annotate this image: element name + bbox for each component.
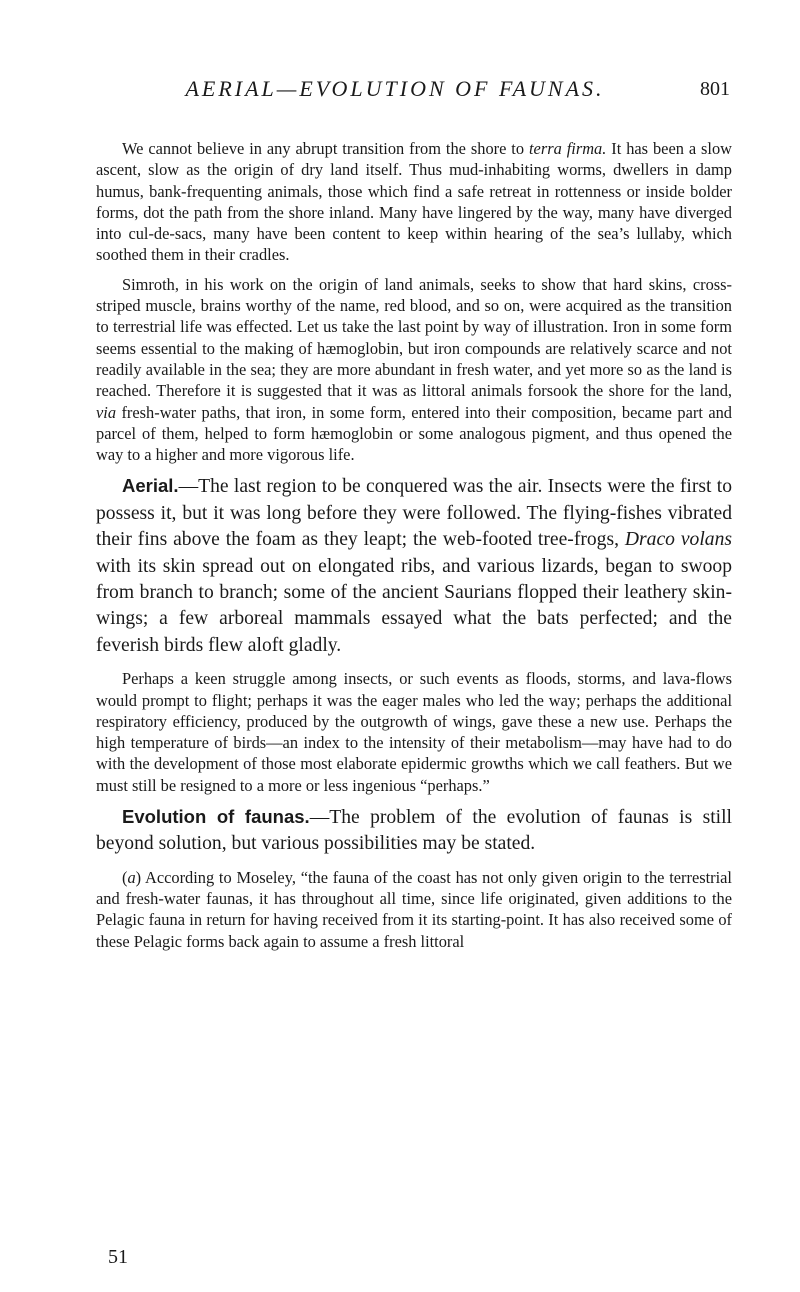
text-run: —The last region to be conquered was the air. Insects were the first to possess it, but it was long before they were followed. The flying-fishes vibrated their fins above the foam as they leapt; the web-footed tree-frogs, [96,476,732,551]
page-header [100,76,730,106]
text-run: via [96,402,117,422]
paragraph-perhaps [96,668,732,796]
paragraph-evolution-of-faunas [96,804,732,858]
text-run: terra firma. [529,139,607,158]
text-run: Draco volans [624,529,733,551]
text-run: with its skin spread out on elongated ribs, and various lizards, began to swoop from branch to branch; some of the ancient Saurians flopped their leathery skin-wings; a few arboreal mammals essayed what the bats perfected; and the feverish birds flew aloft gladly. [96,555,732,656]
section-heading: Evolution of faunas. [122,806,310,828]
text-run: We cannot believe in any abrupt transition from the shore to [122,139,529,158]
text-run: Simroth, in his work on the origin of land animals, seeks to show that hard skins, cross-striped muscle, brains worthy of the name, red blood, and so on, were acquired as the transition to terrestrial life was effected. Let us take the last point by way of illustration. Iron in some form seems essential to the making of hæmoglobin, but iron compounds are relatively scarce and not readily available in the sea; they are more abundant in fresh water, and yet more so as the land is reached. Therefore it is suggested that it was as littoral animals forsook the shore for the land, [96,274,732,401]
paragraph-moseley [96,867,732,952]
text-run: fresh-water paths, that iron, in some form, entered into their composition, became part and parcel of them, helped to form hæmoglobin or some analogous pigment, and thus opened the way to a higher and more vigorous life. [96,402,732,465]
text-run: a [127,867,136,887]
paragraph-simroth [96,274,732,466]
text-run: ) According to Moseley, “the fauna of the coast has not only given origin to the terrestrial and fresh-water faunas, it has throughout all time, since life originated, given additions to the Pelagic fauna in return for having received from it its starting-point. It has also received some of these Pelagic forms back again to assume a fresh littoral [96,867,732,951]
text-run: It has been a slow ascent, slow as the origin of dry land itself. Thus mud-inhabiting worms, dwellers in damp humus, bank-frequenting animals, those which find a safe retreat in rottenness or inside bolder forms, dot the path from the shore inland. Many have lingered by the way, many have diverged into cul-de-sacs, many have been content to keep within hearing of the sea’s lullaby, which soothed them in their cradles. [96,139,733,265]
section-heading: Aerial. [122,475,179,497]
signature-mark: 51 [108,1246,128,1268]
body-text [96,138,732,960]
paragraph-transition [96,138,732,266]
running-head: AERIAL—EVOLUTION OF FAUNAS. [185,76,605,101]
text-run: Perhaps a keen struggle among insects, or such events as floods, storms, and lava-flows would prompt to flight; perhaps it was the eager males who led the way; perhaps the additional respiratory efficiency, produced by the outgrowth of wings, gave these a new use. Perhaps the high temperature of birds—an index to the intensity of their metabolism—may have had to do with the development of those most elaborate epidermic growths which we call feathers. But we must still be resigned to a more or less ingenious “perhaps.” [96,669,732,795]
text-run: —The problem of the evolution of faunas is still beyond solution, but various possibilities may be stated. [96,807,733,855]
text-run: ( [122,867,128,887]
paragraph-aerial [96,473,732,659]
page-number: 801 [700,78,730,100]
